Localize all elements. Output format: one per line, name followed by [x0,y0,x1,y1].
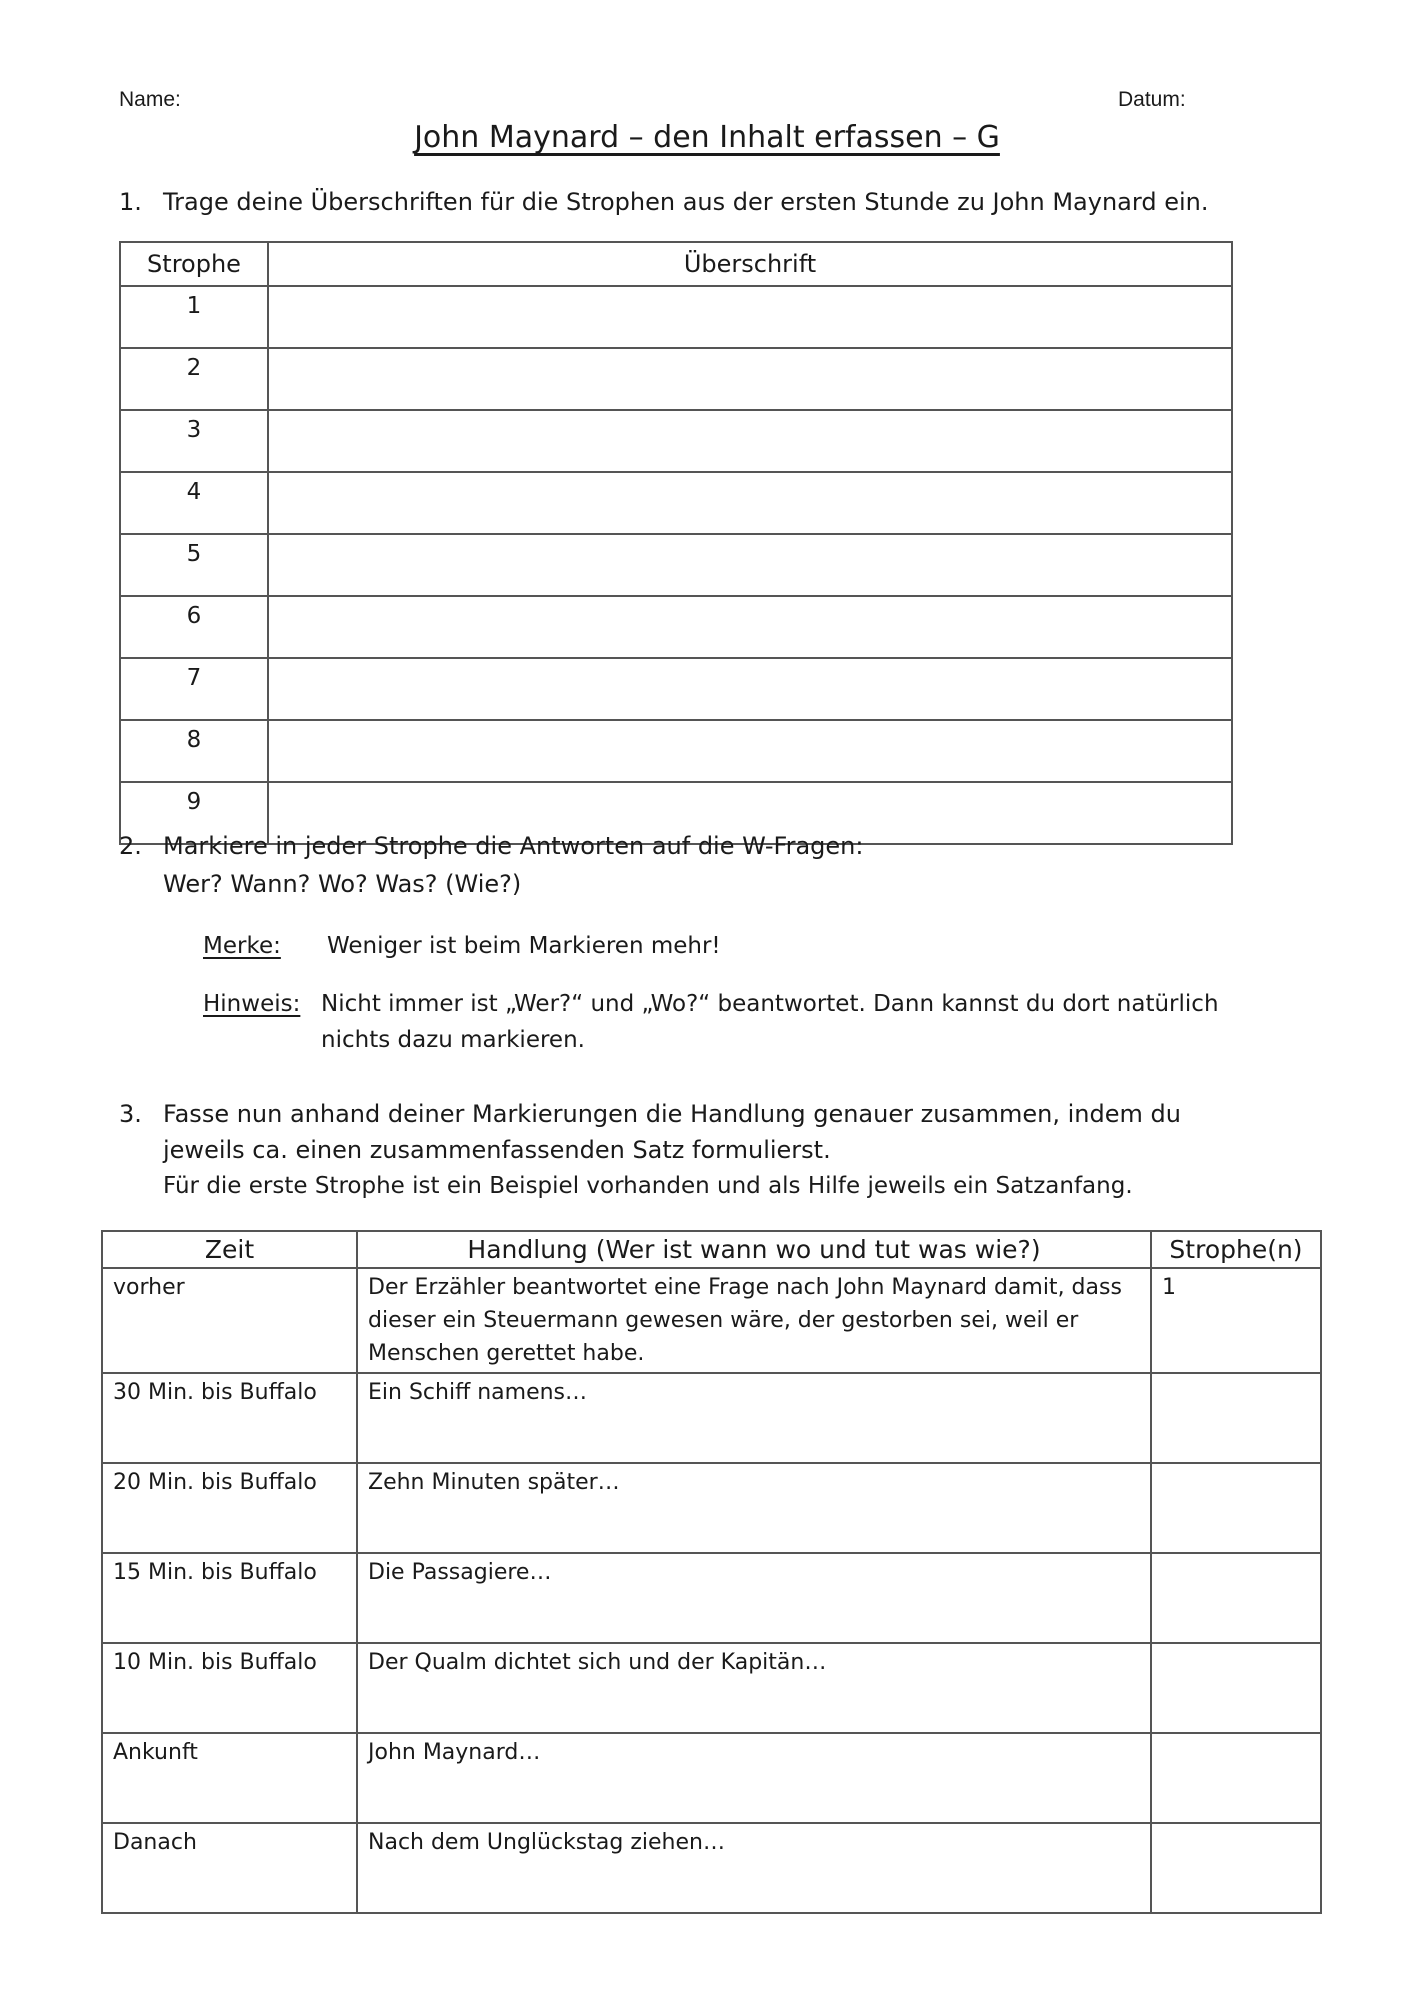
table-row [120,348,1232,410]
merke-label: Merke: [203,933,281,959]
table-row [102,1643,1321,1733]
strophe-number: 2 [120,348,268,410]
table-row [120,472,1232,534]
merke-text: Weniger ist beim Markieren mehr! [327,933,721,959]
zeit-cell: 15 Min. bis Buffalo [102,1553,357,1643]
headings-table [119,241,1233,845]
name-label: Name: [119,88,181,111]
task-1-number: 1. [119,188,142,216]
task-2-line-1: Markiere in jeder Strophe die Antworten auf die W-Fragen: [163,832,864,860]
strophe-cell[interactable] [1151,1643,1321,1733]
zeit-cell: Ankunft [102,1733,357,1823]
col-header-strophe: Strophe(n) [1151,1231,1321,1268]
strophe-number: 9 [120,782,268,844]
strophe-number: 6 [120,596,268,658]
task-3-line-1: Fasse nun anhand deiner Markierungen die Handlung genauer zusammen, indem du [163,1100,1181,1128]
worksheet-title: John Maynard – den Inhalt erfassen – G [414,120,1000,155]
strophe-cell: 1 [1151,1268,1321,1373]
col-header-zeit: Zeit [102,1231,357,1268]
strophe-number: 1 [120,286,268,348]
heading-input-cell[interactable] [268,472,1232,534]
zeit-cell: 30 Min. bis Buffalo [102,1373,357,1463]
table-row [120,596,1232,658]
handlung-cell[interactable]: Nach dem Unglückstag ziehen… [357,1823,1151,1913]
heading-input-cell[interactable] [268,720,1232,782]
date-label: Datum: [1118,88,1186,111]
table-row [120,658,1232,720]
table-row [120,286,1232,348]
task-3 [119,1096,1319,1211]
heading-input-cell[interactable] [268,596,1232,658]
strophe-number: 4 [120,472,268,534]
table-row [102,1373,1321,1463]
task-2 [119,828,1299,908]
handlung-cell[interactable]: Ein Schiff namens… [357,1373,1151,1463]
table-row [120,534,1232,596]
task-3-line-3: Für die erste Strophe ist ein Beispiel vorhanden und als Hilfe jeweils ein Satzanfang. [163,1173,1133,1199]
zeit-cell: vorher [102,1268,357,1373]
hinweis-text-line-2: nichts dazu markieren. [321,1027,585,1053]
hinweis-label: Hinweis: [203,991,301,1017]
table-row [102,1553,1321,1643]
strophe-number: 5 [120,534,268,596]
zeit-cell: 20 Min. bis Buffalo [102,1463,357,1553]
strophe-cell[interactable] [1151,1553,1321,1643]
table-row [102,1823,1321,1913]
strophe-cell[interactable] [1151,1733,1321,1823]
col-header-handlung: Handlung (Wer ist wann wo und tut was wie?) [357,1231,1151,1268]
handlung-cell[interactable]: John Maynard… [357,1733,1151,1823]
zeit-cell: Danach [102,1823,357,1913]
task-2-number: 2. [119,832,142,860]
table-row [120,410,1232,472]
strophe-number: 7 [120,658,268,720]
strophe-number: 3 [120,410,268,472]
summary-table [101,1230,1322,1914]
strophe-cell[interactable] [1151,1463,1321,1553]
handlung-cell[interactable]: Der Qualm dichtet sich und der Kapitän… [357,1643,1151,1733]
task-2-line-2: Wer? Wann? Wo? Was? (Wie?) [163,870,522,898]
task-1-text: Trage deine Überschriften für die Strophen aus der ersten Stunde zu John Maynard ein. [163,188,1209,216]
table-row [120,720,1232,782]
heading-input-cell[interactable] [268,658,1232,720]
table-row [102,1268,1321,1373]
col-header-ueberschrift: Überschrift [268,242,1232,286]
hinweis-text-line-1: Nicht immer ist „Wer?“ und „Wo?“ beantwortet. Dann kannst du dort natürlich [321,991,1219,1017]
strophe-cell[interactable] [1151,1373,1321,1463]
zeit-cell: 10 Min. bis Buffalo [102,1643,357,1733]
handlung-cell: Der Erzähler beantwortet eine Frage nach John Maynard damit, dass dieser ein Steuermann gewesen wäre, der gestorben sei, weil er Menschen gerettet habe. [357,1268,1151,1373]
heading-input-cell[interactable] [268,348,1232,410]
heading-input-cell[interactable] [268,410,1232,472]
handlung-cell[interactable]: Zehn Minuten später… [357,1463,1151,1553]
heading-input-cell[interactable] [268,286,1232,348]
strophe-cell[interactable] [1151,1823,1321,1913]
table-row [102,1463,1321,1553]
handlung-cell[interactable]: Die Passagiere… [357,1553,1151,1643]
task-3-number: 3. [119,1100,142,1128]
table-row [102,1733,1321,1823]
strophe-number: 8 [120,720,268,782]
col-header-strophe: Strophe [120,242,268,286]
task-3-line-2: jeweils ca. einen zusammenfassenden Satz formulierst. [163,1136,831,1164]
heading-input-cell[interactable] [268,534,1232,596]
